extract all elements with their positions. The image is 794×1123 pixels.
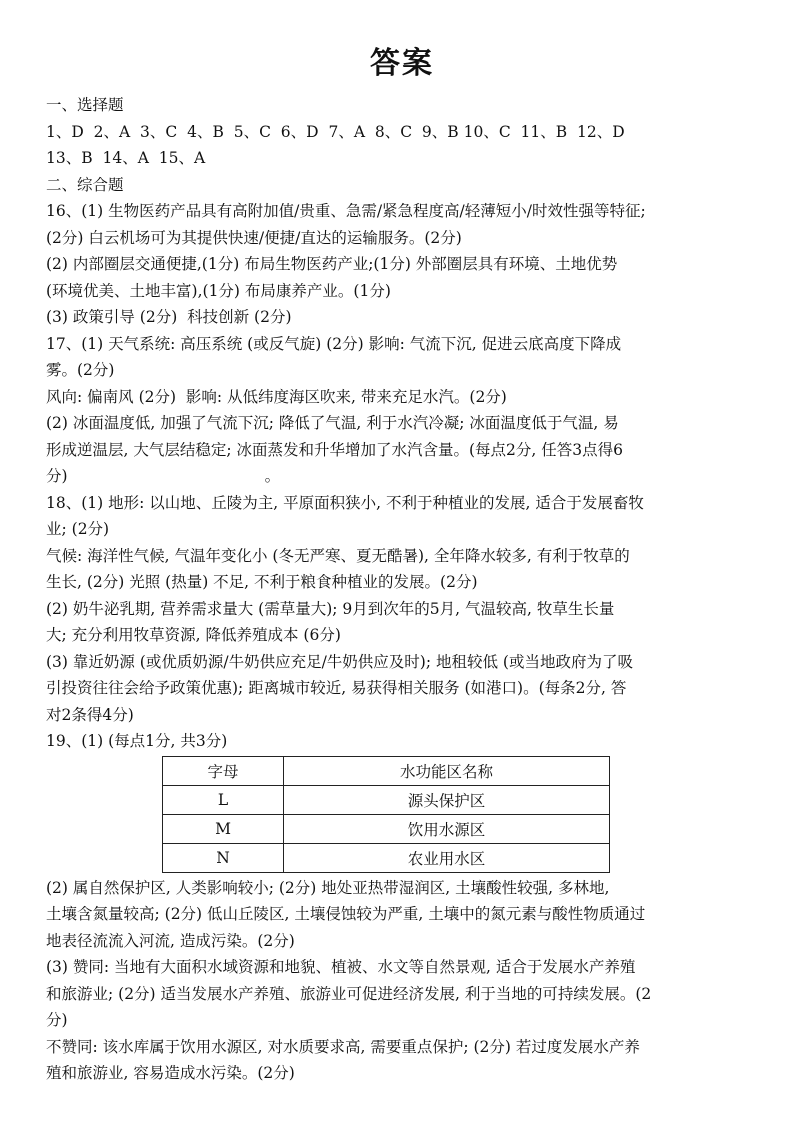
table-header-cell: 水功能区名称 (284, 756, 610, 785)
answer-line: (3) 政策引导 (2分) 科技创新 (2分) (46, 308, 292, 326)
table-row (163, 814, 610, 843)
table-header-row (163, 756, 610, 785)
answer-line: 不赞同: 该水库属于饮用水源区, 对水质要求高, 需要重点保护; (2分) 若过度发展水产养 (46, 1037, 640, 1056)
answer-line: 13、B 14、A 15、A (46, 149, 206, 167)
table-cell: 农业用水区 (284, 843, 610, 872)
answer-text-block (46, 92, 758, 755)
answer-line: (2) 奶牛泌乳期, 营养需求量大 (需草量大); 9月到次年的5月, 气温较高, 牧草生长量 (46, 599, 615, 618)
table-cell: L (163, 785, 284, 814)
answer-line: 18、(1) 地形: 以山地、丘陵为主, 平原面积狭小, 不利于种植业的发展, 适合于发展畜牧 (46, 493, 644, 512)
answer-line: 业; (2分) (46, 520, 110, 538)
answer-line: 气候: 海洋性气候, 气温年变化小 (冬无严寒、夏无酷暑), 全年降水较多, 有利于牧草的 (46, 546, 630, 565)
answer-line: 分) (46, 1011, 68, 1029)
page-title: 答案 (370, 46, 434, 81)
answer-page (46, 40, 758, 1087)
table-cell: 源头保护区 (284, 785, 610, 814)
answer-line: 和旅游业; (2分) 适当发展水产养殖、旅游业可促进经济发展, 利于当地的可持续发展。(2 (46, 984, 652, 1003)
answer-line: 生长, (2分) 光照 (热量) 不足, 不利于粮食种植业的发展。(2分) (46, 573, 478, 591)
answer-line: 19、(1) (每点1分, 共3分) (46, 732, 228, 750)
answer-line: 16、(1) 生物医药产品具有高附加值/贵重、急需/紧急程度高/轻薄短小/时效性强等特征; (46, 202, 646, 220)
answer-line: 殖和旅游业, 容易造成水污染。(2分) (46, 1064, 295, 1082)
answer-line: (2分) 白云机场可为其提供快速/便捷/直达的运输服务。(2分) (46, 228, 462, 247)
table-header-cell: 字母 (163, 756, 284, 785)
answer-line: (3) 赞同: 当地有大面积水域资源和地貌、植被、水文等自然景观, 适合于发展水产养殖 (46, 958, 636, 976)
answer-line: 雾。(2分) (46, 361, 115, 379)
answer-text-block-2 (46, 875, 758, 1087)
table-cell: 饮用水源区 (284, 814, 610, 843)
answer-line: 大; 充分利用牧草资源, 降低养殖成本 (6分) (46, 626, 341, 644)
answer-line: 引投资往往会给予政策优惠); 距离城市较近, 易获得相关服务 (如港口)。(每条2分, 答 (46, 679, 627, 697)
table-cell: N (163, 843, 284, 872)
answer-line: (环境优美、土地丰富),(1分) 布局康养产业。(1分) (46, 281, 391, 300)
answer-line: 土壤含氮量较高; (2分) 低山丘陵区, 土壤侵蚀较为严重, 土壤中的氮元素与酸性物质通过 (46, 905, 646, 923)
answer-line: 一、选择题 (46, 96, 124, 114)
answer-line: (2) 内部圈层交通便捷,(1分) 布局生物医药产业;(1分) 外部圈层具有环境、土地优势 (46, 255, 618, 273)
table-row (163, 785, 610, 814)
answer-line: 对2条得4分) (46, 705, 134, 724)
answer-line: 分) 。 (46, 467, 281, 485)
answer-line: 二、综合题 (46, 175, 124, 194)
table-row (163, 843, 610, 872)
answer-line: 形成逆温层, 大气层结稳定; 冰面蒸发和升华增加了水汽含量。(每点2分, 任答3点得6 (46, 440, 623, 459)
answer-line: 1、D 2、A 3、C 4、B 5、C 6、D 7、A 8、C 9、B 10、C 11、B 12、D (46, 122, 625, 141)
answer-line: (2) 冰面温度低, 加强了气流下沉; 降低了气温, 利于水汽冷凝; 冰面温度低于气温, 易 (46, 414, 619, 432)
answer-line: 风向: 偏南风 (2分) 影响: 从低纬度海区吹来, 带来充足水汽。(2分) (46, 387, 507, 406)
answer-line: (2) 属自然保护区, 人类影响较小; (2分) 地处亚热带湿润区, 土壤酸性较强, 多林地, (46, 878, 610, 897)
answer-line: 17、(1) 天气系统: 高压系统 (或反气旋) (2分) 影响: 气流下沉, 促进云底高度下降成 (46, 334, 622, 353)
answer-line: (3) 靠近奶源 (或优质奶源/牛奶供应充足/牛奶供应及时); 地租较低 (或当地政府为了吸 (46, 652, 633, 671)
table-cell: M (163, 814, 284, 843)
answer-line: 地表径流流入河流, 造成污染。(2分) (46, 931, 295, 950)
water-function-table (162, 756, 610, 873)
